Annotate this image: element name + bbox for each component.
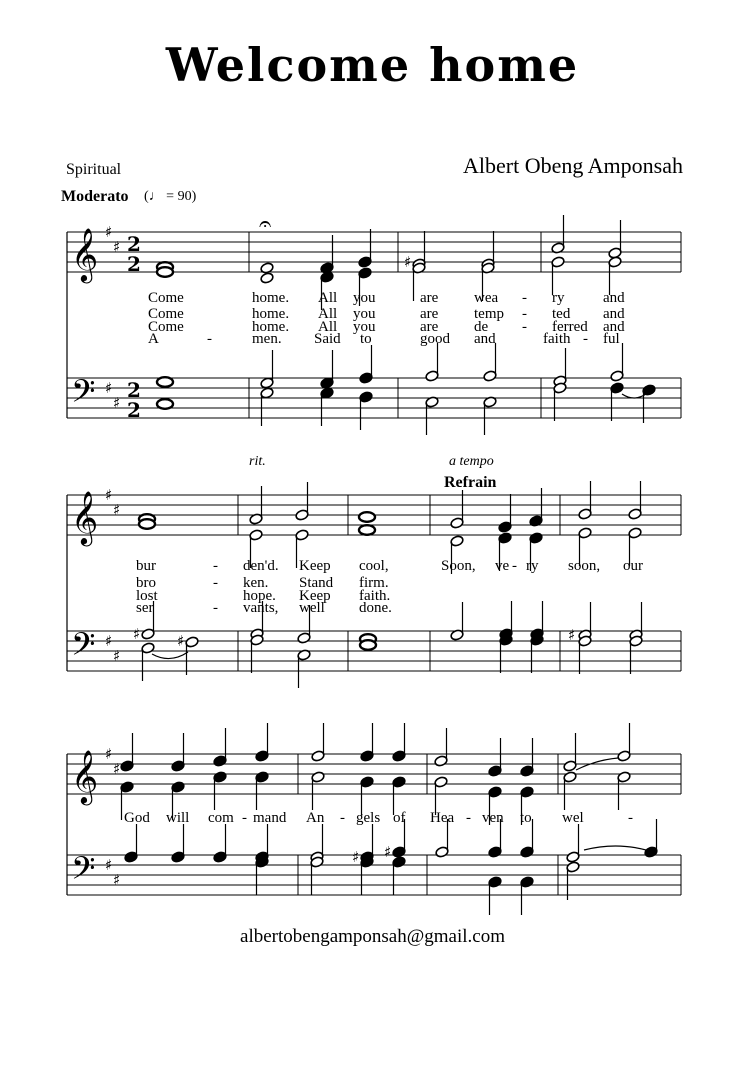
lyric-syllable: mand [253,810,287,826]
lyric-syllable: bur [136,558,156,574]
lyric-syllable: - [512,558,517,574]
lyric-syllable: Hea [430,810,455,826]
lyric-syllable: - [242,810,247,826]
lyric-syllable: - [340,810,345,826]
lyric-syllable: lost [136,588,158,604]
lyric-syllable: - [522,290,527,306]
sharp-accidental: ♯ [105,856,113,874]
lyric-syllable: done. [359,600,392,616]
lyric-syllable: - [628,810,633,826]
bass-clef-icon: 𝄢 [71,626,96,670]
sharp-accidental: ♯ [113,871,121,889]
tempo-marking: (♩ = 90) [144,189,197,204]
lyric-syllable: All [318,306,338,322]
refrain-label: Refrain [444,474,497,491]
a-tempo-direction: a tempo [449,454,494,469]
rit-direction: rit. [249,454,266,469]
lyric-syllable: All [318,319,338,335]
lyric-syllable: Come [148,306,184,322]
lyric-syllable: ven [482,810,504,826]
song-title: Welcome home [165,38,580,92]
whole-note [360,640,376,650]
lyric-syllable: home. [252,306,290,322]
lyric-syllable: ken. [243,575,269,591]
lyric-syllable: wel [562,810,584,826]
lyric-syllable: you [353,290,376,306]
style-label: Spiritual [66,161,122,178]
lyric-syllable: to [520,810,532,826]
tempo-value: = 90 [166,189,192,204]
lyric-syllable: - [213,600,218,616]
lyric-syllable: Come [148,290,184,306]
lyric-syllable: home. [252,290,290,306]
lyric-syllable: faith. [359,588,391,604]
lyric-syllable: All [318,290,338,306]
lyric-syllable: ve [495,558,510,574]
lyric-syllable: Said [314,331,341,347]
sharp-accidental: ♯ [384,843,392,861]
sharp-accidental: ♯ [105,379,113,397]
sharp-accidental: ♯ [105,486,113,504]
fermata-icon: 𝄐 [259,212,272,237]
bass-clef-icon: 𝄢 [71,373,96,417]
lyric-syllable: Keep [299,558,331,574]
lyric-syllable: - [522,306,527,322]
sharp-accidental: ♯ [113,647,121,665]
lyric-syllable: - [213,558,218,574]
contact-email: albertobengamponsah@gmail.com [240,926,505,947]
tempo-word: Moderato [61,188,129,205]
treble-clef-icon: 𝄞 [71,490,99,544]
lyric-syllable: den'd. [243,558,279,574]
lyric-syllable: cool, [359,558,389,574]
tie-curve [152,652,188,659]
lyric-syllable: wea [474,290,499,306]
treble-clef-icon: 𝄞 [71,227,99,281]
lyric-syllable: you [353,319,376,335]
lyric-syllable: and [603,306,625,322]
time-sig-top: 2 [127,232,141,256]
lyric-syllable: well [299,600,325,616]
lyric-syllable: and [474,331,496,347]
lyric-syllable: A [148,331,159,347]
whole-note [359,512,375,522]
lyric-syllable: Come [148,319,184,335]
sharp-accidental: ♯ [105,223,113,241]
treble-clef-icon: 𝄞 [71,749,99,803]
bass-clef-icon: 𝄢 [71,850,96,894]
sharp-accidental: ♯ [133,625,141,643]
time-sig-bottom: 2 [127,398,141,422]
sharp-accidental: ♯ [105,632,113,650]
tie-curve [584,846,646,850]
lyric-syllable: ry [552,290,565,306]
sharp-accidental: ♯ [113,394,121,412]
whole-note [359,525,375,535]
lyric-syllable: - [466,810,471,826]
sharp-accidental: ♯ [568,626,576,644]
lyric-syllable: temp [474,306,504,322]
lyric-syllable: - [207,331,212,347]
lyric-syllable: firm. [359,575,389,591]
whole-note [157,267,173,277]
lyric-syllable: ry [526,558,539,574]
lyric-syllable: bro [136,575,156,591]
lyric-syllable: soon, [568,558,601,574]
time-sig-top: 2 [127,378,141,402]
lyric-syllable: are [420,306,439,322]
lyric-syllable: men. [252,331,282,347]
lyric-syllable: Keep [299,588,331,604]
sharp-accidental: ♯ [113,501,121,519]
lyric-syllable: are [420,319,439,335]
lyric-syllable: home. [252,319,290,335]
lyric-syllable: com [208,810,234,826]
lyric-syllable: are [420,290,439,306]
lyric-syllable: vants, [243,600,279,616]
lyric-syllable: - [583,331,588,347]
lyric-syllable: ferred [552,319,588,335]
lyric-syllable: God [124,810,150,826]
composer-name: Albert Obeng Amponsah [463,153,683,178]
lyric-syllable: will [166,810,190,826]
lyric-syllable: ful [603,331,620,347]
whole-note [139,519,155,529]
sharp-accidental: ♯ [113,238,121,256]
sharp-accidental: ♯ [404,253,412,271]
lyric-syllable: faith [543,331,571,347]
sharp-accidental: ♯ [105,745,113,763]
whole-note [157,399,173,409]
lyric-syllable: Stand [299,575,334,591]
quarter-note-icon: ♩ [148,189,163,204]
sharp-accidental: ♯ [352,848,360,866]
lyric-syllable: An [306,810,325,826]
lyric-syllable: to [360,331,372,347]
lyric-syllable: of [393,810,406,826]
note-head [260,272,274,284]
lyric-syllable: - [522,319,527,335]
lyric-syllable: ted [552,306,571,322]
lyric-syllable: de [474,319,489,335]
lyric-syllable: Soon, [441,558,476,574]
lyric-syllable: gels [356,810,381,826]
lyric-syllable: and [603,319,625,335]
tie-curve [622,394,646,398]
lyric-syllable: hope. [243,588,276,604]
sharp-accidental: ♯ [113,760,121,778]
sharp-accidental: ♯ [177,632,185,650]
lyric-syllable: ser [136,600,154,616]
lyric-syllable: and [603,290,625,306]
time-sig-bottom: 2 [127,252,141,276]
lyric-syllable: you [353,306,376,322]
whole-note [157,377,173,387]
lyric-syllable: - [213,575,218,591]
lyric-syllable: our [623,558,643,574]
lyric-syllable: good [420,331,450,347]
